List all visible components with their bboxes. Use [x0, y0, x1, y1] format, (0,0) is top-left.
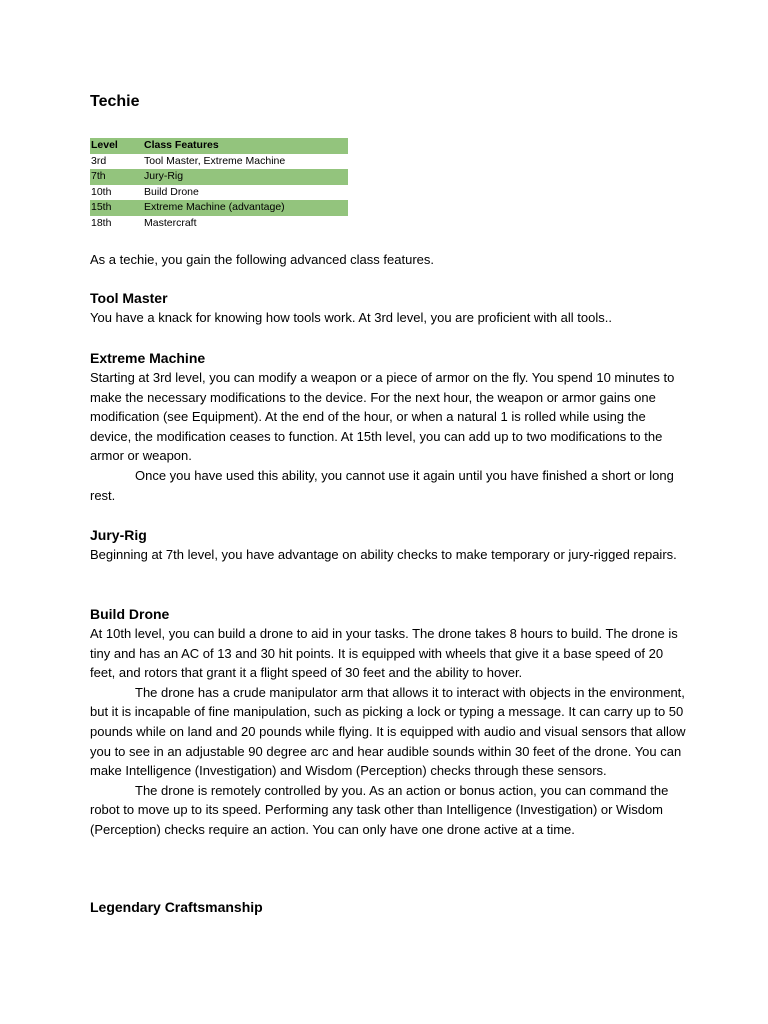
document-title: Techie — [90, 93, 140, 110]
intro-paragraph: As a techie, you gain the following advanced class features. — [90, 252, 434, 267]
table-row — [90, 200, 348, 216]
header-class-features: Class Features — [144, 139, 219, 151]
section-paragraph: Beginning at 7th level, you have advantage on ability checks to make temporary or jury-rigged repairs. — [90, 547, 677, 562]
section-legendary-craftsmanship — [90, 897, 690, 917]
table-row — [90, 185, 348, 201]
table-row — [90, 154, 348, 170]
header-level: Level — [91, 139, 118, 151]
cell-feature: Tool Master, Extreme Machine — [144, 154, 286, 167]
cell-feature: Jury-Rig — [144, 170, 184, 183]
section-heading: Legendary Craftsmanship — [90, 899, 263, 915]
cell-feature: Mastercraft — [144, 216, 197, 229]
section-build-drone — [90, 604, 690, 840]
section-tool-master — [90, 288, 690, 328]
cell-level: 10th — [91, 185, 112, 198]
section-jury-rig — [90, 525, 690, 565]
cell-level: 7th — [91, 170, 106, 183]
class-features-table — [90, 138, 348, 232]
section-paragraph: Starting at 3rd level, you can modify a weapon or a piece of armor on the fly. You spend 10 minutes to make the necessary modifications to the device. For the next hour, the weapon or armor gains one modification (see Equipment). At the end of the hour, or when a natural 1 is rolled while using the device, the modification ceases to function. At 15th level, you can add up to two modifications to the armor or weapon. — [90, 370, 675, 464]
table-row — [90, 169, 348, 185]
cell-feature: Extreme Machine (advantage) — [144, 201, 285, 214]
section-paragraph: At 10th level, you can build a drone to aid in your tasks. The drone takes 8 hours to build. The drone is tiny and has an AC of 13 and 30 hit points. It is equipped with wheels that give it a base speed of 20 feet, and rotors that grant it a flight speed of 30 feet and the ability to hover. — [90, 626, 678, 681]
section-heading: Build Drone — [90, 606, 170, 622]
cell-level: 3rd — [91, 154, 107, 167]
section-paragraph: The drone is remotely controlled by you. As an action or bonus action, you can command the robot to move up to its speed. Performing any task other than Intelligence (Investigation) or Wisdom (Perception) checks require an action. You can only have one drone active at a time. — [90, 782, 669, 837]
section-heading: Tool Master — [90, 290, 168, 306]
section-heading: Jury-Rig — [90, 527, 147, 543]
section-paragraph: Once you have used this ability, you cannot use it again until you have finished a short or long rest. — [90, 467, 674, 503]
section-paragraph: The drone has a crude manipulator arm that allows it to interact with objects in the environment, but it is incapable of fine manipulation, such as picking a lock or typing a message. It can carry up to 50 pounds while on land and 20 pounds while flying. It is equipped with audio and visual sensors that allow you to see in an adjustable 90 degree arc and hear audible sounds within 30 feet of the drone. You can make Intelligence (Investigation) and Wisdom (Perception) checks through these sensors. — [90, 684, 686, 779]
section-heading: Extreme Machine — [90, 350, 206, 366]
cell-feature: Build Drone — [144, 185, 199, 198]
cell-level: 15th — [91, 201, 112, 214]
table-header-row — [90, 138, 348, 154]
section-extreme-machine — [90, 348, 690, 505]
cell-level: 18th — [91, 216, 112, 229]
section-paragraph: You have a knack for knowing how tools work. At 3rd level, you are proficient with all tools.. — [90, 310, 612, 325]
table-row — [90, 216, 348, 232]
